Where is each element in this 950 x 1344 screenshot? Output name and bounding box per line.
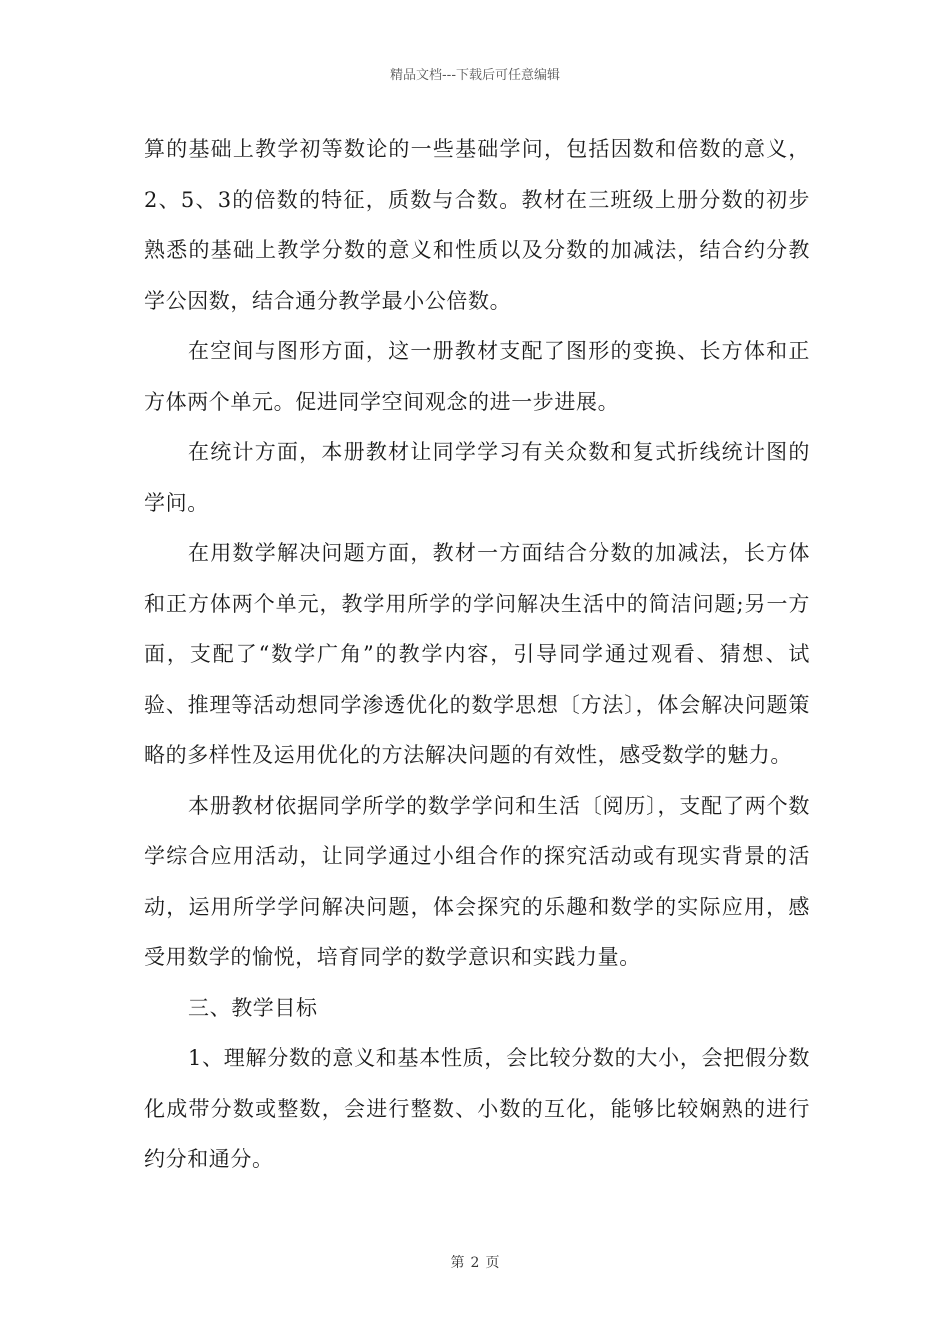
paragraph-activities: 本册教材依据同学所学的数学学问和生活〔阅历〕，支配了两个数学综合应用活动，让同学通过小组合作的探究活动或有现实背景的活动，运用所学学问解决问题，体会探究的乐趣和数学的实际应用，感受用数学的愉悦，培育同学的数学意识和实践力量。	[144, 793, 810, 969]
section-heading-teaching-goals: 三、教学目标	[188, 995, 318, 1020]
document-body	[144, 124, 810, 1185]
page-number-prefix: 第	[450, 1255, 465, 1271]
page-number: 2	[470, 1255, 480, 1271]
page-number-suffix: 页	[485, 1255, 500, 1271]
page-header: 精品文档---下载后可任意编辑	[389, 68, 561, 83]
paragraph-goal-1: 1、理解分数的意义和基本性质，会比较分数的大小，会把假分数化成带分数或整数，会进行整数、小数的互化，能够比较娴熟的进行约分和通分。	[144, 1046, 810, 1171]
paragraph-statistics: 在统计方面，本册教材让同学学习有关众数和复式折线统计图的学问。	[144, 440, 810, 515]
paragraph-continued: 算的基础上教学初等数论的一些基础学问，包括因数和倍数的意义，2、5、3的倍数的特征，质数与合数。教材在三班级上册分数的初步熟悉的基础上教学分数的意义和性质以及分数的加减法，结合约分教学公因数，结合通分教学最小公倍数。	[144, 137, 810, 313]
paragraph-space-and-shapes: 在空间与图形方面，这一册教材支配了图形的变换、长方体和正方体两个单元。促进同学空间观念的进一步进展。	[144, 339, 810, 414]
page-footer	[0, 1252, 950, 1272]
paragraph-problem-solving: 在用数学解决问题方面，教材一方面结合分数的加减法，长方体和正方体两个单元，教学用所学的学问解决生活中的简洁问题;另一方面，支配了“数学广角”的教学内容，引导同学通过观看、猜想、试验、推理等活动想同学渗透优化的数学思想〔方法〕，体会解决问题策略的多样性及运用优化的方法解决问题的有效性，感受数学的魅力。	[144, 541, 810, 767]
